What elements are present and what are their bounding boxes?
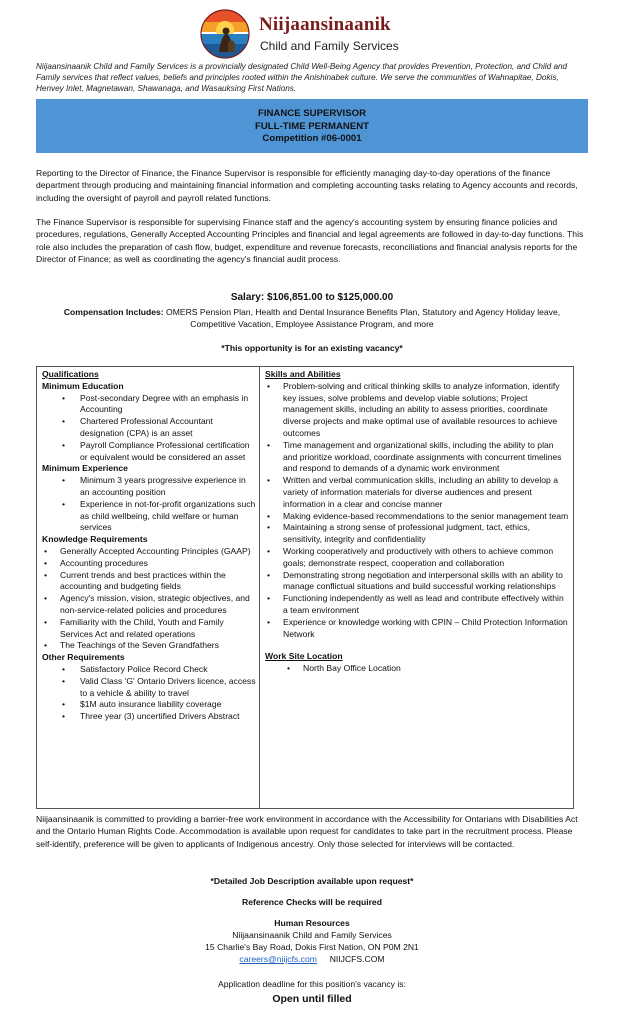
other-requirements-list [42, 664, 256, 723]
role-responsibilities: The Finance Supervisor is responsible for supervising Finance staff and the agency's accounting system by ensuring finance policies and procedures, regulations, Generally Accepted Accounting Principles and financial and legal agreements are followed in day-to-day functions. This role also includes the preparation of cash flow, budget, expenditure and revenue forecasts, reconciliations and financial analysis reports for the Director of Finance; as well as coordinating the agency's financial audit process. [36, 217, 584, 265]
list-item: • Maintaining a strong sense of professional judgment, tact, ethics, sensitivity, integrity and confidentiality [265, 522, 569, 546]
list-item: • North Bay Office Location [265, 663, 569, 675]
org-subtitle: Child and Family Services [260, 39, 399, 53]
list-item: • Chartered Professional Accountant designation (CPA) is an asset [42, 416, 256, 440]
list-item: • Agency's mission, vision, strategic objectives, and non-service-related policies and procedures [42, 593, 256, 617]
list-item: • Experience or knowledge working with CPIN – Child Protection Information Network [265, 617, 569, 641]
hr-contact [36, 954, 588, 964]
competition-number: Competition #06-0001 [262, 133, 362, 144]
org-logo [199, 8, 429, 60]
requirements-table [36, 366, 574, 809]
job-title: FINANCE SUPERVISOR [257, 108, 367, 119]
list-item: • Working cooperatively and productively with others to achieve common goals; demonstrate respect, cooperation and collaboration [265, 546, 569, 570]
org-name: Niijaansinaanik [259, 14, 391, 35]
role-summary: Reporting to the Director of Finance, the Finance Supervisor is responsible for efficiently managing day-to-day operations of the finance department through producing and maintaining financial information and completing accounting tasks relating to Agency accounts and records, including the oversight of payroll and payroll related functions. [36, 168, 578, 203]
hr-title: Human Resources [274, 918, 350, 928]
email-link[interactable]: careers@niijcfs.com [239, 954, 317, 964]
job-type: FULL-TIME PERMANENT [254, 120, 370, 132]
list-item: • Familiarity with the Child, Youth and Family Services Act and related operations [42, 617, 256, 641]
table-divider [259, 367, 260, 808]
list-item: • The Teachings of the Seven Grandfathers [42, 640, 256, 652]
list-item: • Experience in not-for-profit organizations such as child wellbeing, child welfare or human services [42, 499, 256, 534]
list-item: • Time management and organizational skills, including the ability to plan and prioritize workload, coordinate assignments with concurrent timelines and respond to demands of a dynamic work environment [265, 440, 569, 475]
list-item: • Payroll Compliance Professional certification or equivalent would be considered an asset [42, 440, 256, 464]
job-title-banner [36, 99, 588, 153]
list-item: • Written and verbal communication skills, including an ability to develop a variety of information materials for diverse audiences and present information in a clear and concise manner [265, 475, 569, 510]
knowledge-list [42, 546, 256, 652]
job-description-note: *Detailed Job Description available upon request* [210, 876, 414, 886]
vacancy-note: *This opportunity is for an existing vacancy* [221, 343, 403, 353]
list-item: • Demonstrating strong negotiation and interpersonal skills with an ability to manage conflictual situations and build successful working relationships [265, 570, 569, 594]
list-item: • Making evidence-based recommendations to the senior management team [265, 511, 569, 523]
skills-list [265, 381, 569, 641]
knowledge-heading: Knowledge Requirements [42, 534, 148, 545]
list-item: • $1M auto insurance liability coverage [42, 699, 256, 711]
qualifications-heading: Qualifications [42, 369, 99, 379]
skills-heading: Skills and Abilities [265, 369, 341, 379]
work-site-list [265, 663, 569, 675]
deadline-value: Open until filled [272, 993, 352, 1005]
list-item: • Accounting procedures [42, 558, 256, 570]
min-education-list [42, 393, 256, 464]
compensation-text: OMERS Pension Plan, Health and Dental Insurance Benefits Plan, Statutory and Agency Holiday leave, Competitive Vacation, Employee Assistance Program, and more [163, 307, 561, 330]
min-education-heading: Minimum Education [42, 380, 124, 391]
compensation [40, 306, 584, 331]
list-item: • Functioning independently as well as lead and contribute effectively within a team environment [265, 593, 569, 617]
list-item: • Post-secondary Degree with an emphasis in Accounting [42, 393, 256, 417]
accessibility-statement: Niijaansinaanik is committed to providing a barrier-free work environment in accordance with the Accessibility for Ontarians with Disabilities Act and the Ontario Human Rights Code. Accommodation is available upon request for candidates to take part in the recruitment process. Please self-identify, preference will be given to applicants of Indigenous ancestry. Only those selected for interviews will be contacted. [36, 814, 578, 849]
hr-address: 15 Charlie's Bay Road, Dokis First Nation, ON P0M 2N1 [205, 942, 419, 952]
min-experience-heading: Minimum Experience [42, 463, 128, 474]
list-item: • Current trends and best practices within the accounting and budgeting fields [42, 570, 256, 594]
other-requirements-heading: Other Requirements [42, 652, 125, 663]
org-logo-icon [199, 8, 251, 60]
qualifications-column [42, 369, 256, 723]
website-link[interactable]: NIIJCFS.COM [329, 954, 385, 964]
skills-column [265, 369, 569, 675]
compensation-label: Compensation Includes: [63, 307, 164, 317]
salary: Salary: $106,851.00 to $125,000.00 [230, 292, 394, 303]
agency-intro: Niijaansinaanik Child and Family Services is a provincially designated Child Well-Being Agency that provides Prevention, Protection, and Child and Family services that reflect values, beliefs and principles rooted within the Anishinabek culture. We serve the communities of Wahnapitae, Dokis, Henvey Inlet, Magnetawan, Shawanaga, and Wasauksing First Nations. [36, 62, 568, 93]
list-item: • Three year (3) uncertified Drivers Abstract [42, 711, 256, 723]
deadline-label: Application deadline for this position's vacancy is: [218, 979, 406, 989]
list-item: • Generally Accepted Accounting Principles (GAAP) [42, 546, 256, 558]
list-item: • Problem-solving and critical thinking skills to analyze information, identify key issues, solve problems and develop viable solutions; Project management skills, including an ability to assess priorities, coordinate diverse projects and make optimal use of available resources to achieve outcomes [265, 381, 569, 440]
reference-checks-note: Reference Checks will be required [242, 897, 382, 907]
hr-org: Niijaansinaanik Child and Family Services [232, 930, 392, 940]
list-item: • Minimum 3 years progressive experience in an accounting position [42, 475, 256, 499]
list-item: • Satisfactory Police Record Check [42, 664, 256, 676]
min-experience-list [42, 475, 256, 534]
list-item: • Valid Class 'G' Ontario Drivers licence, access to a vehicle & ability to travel [42, 676, 256, 700]
work-site-heading: Work Site Location [265, 651, 343, 662]
